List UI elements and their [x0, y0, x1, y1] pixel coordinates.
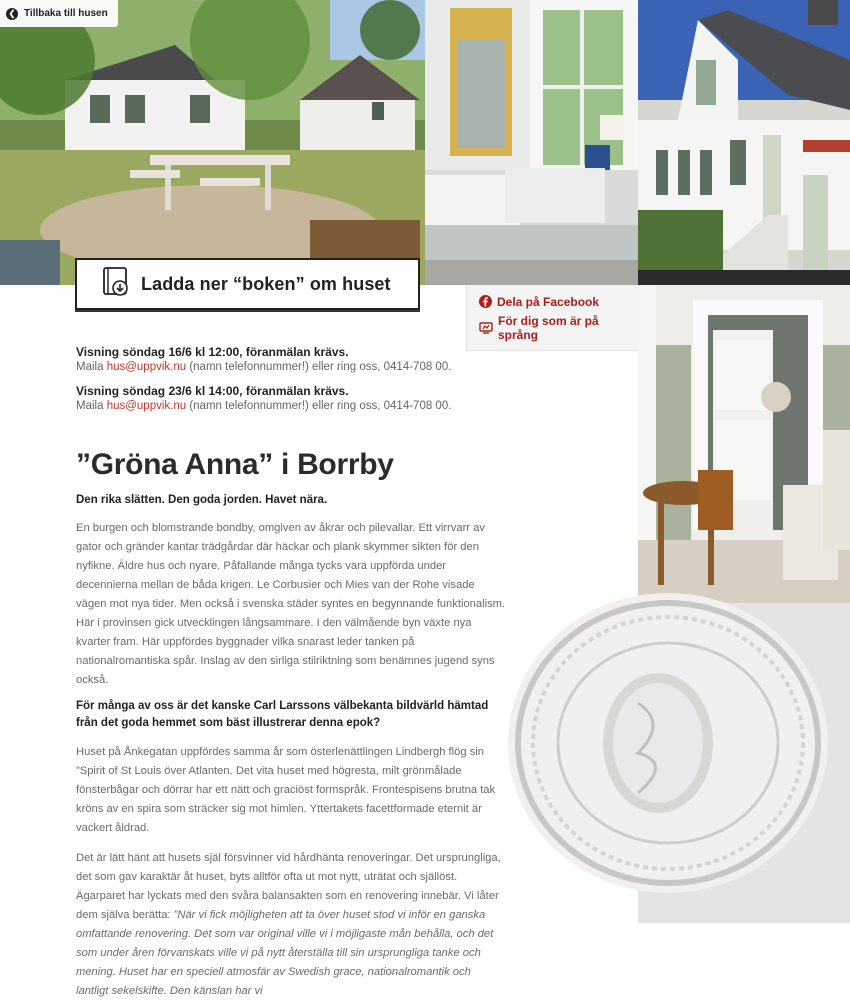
house-exterior-photo	[638, 0, 850, 285]
share-on-the-move-link[interactable]	[479, 313, 638, 342]
article-paragraph-2: Huset på Ånkegatan uppfördes samma år som österlenättlingen Lindbergh flög sin ”Spirit of St Louis över Atlanten. Det vita huset med högresta, milt grönmålade fönsterbågar och dörrar har ett nätt och graciöst formspråk. Frontespisens brutna tak kröns av en spira som sträcker sig mot himlen. Yttertakets facettformade eternit är vackert åldrad.	[76, 746, 496, 834]
back-link-label: Tillbaka till husen	[24, 8, 108, 19]
article-lead: Den rika slätten. Den goda jorden. Havet nära.	[76, 494, 328, 506]
bedroom-photo	[425, 0, 638, 285]
viewing-contact	[76, 398, 506, 415]
facebook-icon	[479, 295, 492, 308]
download-book-label: Ladda ner “boken” om huset	[141, 273, 391, 294]
viewing-2	[76, 384, 506, 415]
interior-doorway-photo	[638, 285, 850, 603]
viewing-1	[76, 345, 506, 376]
back-to-houses-link[interactable]	[0, 0, 118, 27]
mobile-share-icon	[479, 322, 493, 334]
article-paragraph-3-text: Det är lätt hänt att husets själ försvinner vid hårdhänta renoveringar. Det ursprungliga, det som gav karaktär åt huset, byts alltför ofta ut mot nytt, uträtat och själlöst. Ägarparet har lyckats med den svåra balansakten som en renovering innebär. Vi låter dem själva berätta:	[76, 852, 501, 921]
book-download-icon	[101, 266, 131, 303]
back-arrow-icon: ❮	[6, 8, 18, 20]
viewing-contact-suffix: (namn telefonnummer!) eller ring oss, 0414-708 00.	[186, 400, 452, 412]
garden-photo	[0, 0, 425, 285]
article-paragraph-1: En burgen och blomstrande bondby, omgiven av åkrar och pilevallar. Ett virrvarr av gator och gränder kantar trädgårdar där häckar och plank skymmer sikten för den nyfikne. Äldre hus och nyare. Påfallande många tycks vara uppförda under decennierna mellan de båda krigen. Le Corbusier och Mies van der Rohe visade vägen mot nya tider. Men också i svenska städer syntes en begynnande funktionalism. Här i provinsen gick utvecklingen långsammare. I den välmående byn växte nya kvarter fram. Här uppfördes byggnader vilka snarast leder tanken på nationalromantiska spår. Inslag av den sirliga stilriktning som benämnes jugend syns också.	[76, 522, 506, 686]
share-facebook-label: Dela på Facebook	[497, 294, 600, 309]
share-box	[466, 285, 638, 351]
viewing-contact-prefix: Maila	[76, 400, 107, 412]
article-paragraph-3	[76, 849, 506, 1001]
page-title: ”Gröna Anna” i Borrby	[76, 448, 394, 481]
article-content	[76, 345, 506, 1001]
viewing-contact	[76, 359, 506, 376]
share-facebook-link[interactable]	[479, 295, 638, 308]
download-book-button[interactable]	[75, 258, 420, 310]
article-subhead: För många av oss är det kanske Carl Larssons välbekanta bildvärld hämtad från det goda hemmet som bäst illustrerar denna epok?	[76, 700, 489, 729]
ceiling-rosette-photo	[638, 603, 850, 923]
viewing-contact-prefix: Maila	[76, 361, 107, 373]
viewing-title: Visning söndag 16/6 kl 12:00, föranmälan krävs.	[76, 345, 349, 359]
viewing-title: Visning söndag 23/6 kl 14:00, föranmälan krävs.	[76, 384, 349, 398]
viewing-email-link[interactable]: hus@uppvik.nu	[106, 361, 187, 373]
share-on-the-move-label: För dig som är på språng	[498, 313, 599, 342]
article-paragraph-3-quote: ”När vi fick möjligheten att ta över huset stod vi inför en ganska omfattande renovering. Det som var original ville vi i möjligaste mån behålla, och det som under åren förvanskats ville vi på nytt återställa till sin ursprungliga tanke och mening. Huset har en speciell atmosfär av Swedish grace, nationalromantik och lantligt sekelskifte. Den känslan har vi	[76, 909, 494, 997]
viewing-contact-suffix: (namn telefonnummer!) eller ring oss, 0414-708 00.	[186, 361, 452, 373]
viewing-email-link[interactable]: hus@uppvik.nu	[106, 400, 187, 412]
